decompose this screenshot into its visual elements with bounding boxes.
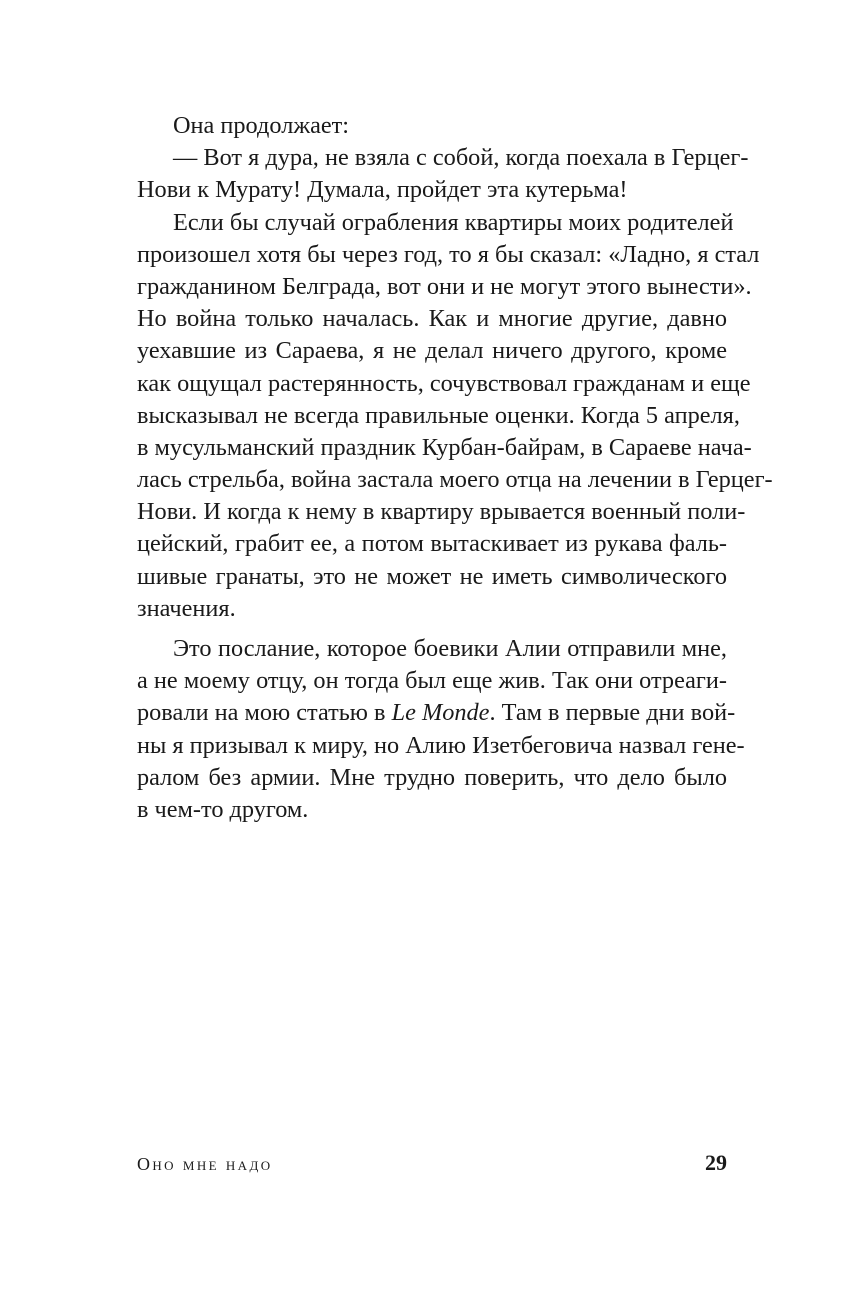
text-line: Нови к Мурату! Думала, пройдет эта кутерьма! <box>137 176 628 204</box>
page-number: 29 <box>705 1150 727 1175</box>
text-line: значения. <box>137 594 236 622</box>
text-line: шивые гранаты, это не может не иметь символического <box>137 562 727 590</box>
text-line: высказывал не всегда правильные оценки. Когда 5 апреля, <box>137 401 740 429</box>
text-line: Нови. И когда к нему в квартиру врывается военный поли- <box>137 498 746 526</box>
page-body <box>137 110 773 826</box>
text-line <box>137 697 736 729</box>
text-line: лась стрельба, война застала моего отца на лечении в Герцег- <box>137 466 773 494</box>
text-line: Она продолжает: <box>173 112 350 139</box>
text-line: гражданином Белграда, вот они и не могут этого вынести». <box>137 272 752 300</box>
text-line: в мусульманский праздник Курбан-байрам, в Сараеве нача- <box>137 433 752 461</box>
line-part: ровали на мою статью в <box>137 699 392 727</box>
text-line: а не моему отцу, он тогда был еще жив. Так они отреаги- <box>137 667 727 695</box>
text-line: Но война только началась. Как и многие другие, давно <box>137 305 727 333</box>
text-line: как ощущал растерянность, сочувствовал гражданам и еще <box>137 369 751 397</box>
running-head: Оно мне надо <box>137 1154 273 1174</box>
text-line: произошел хотя бы через год, то я бы сказал: «Ладно, я стал <box>137 240 760 268</box>
text-line: уехавшие из Сараева, я не делал ничего другого, кроме <box>137 337 727 365</box>
line-part: . Там в первые дни вой- <box>489 699 736 727</box>
text-line: Если бы случай ограбления квартиры моих родителей <box>173 208 734 236</box>
text-line: ралом без армии. Мне трудно поверить, что дело было <box>137 763 727 791</box>
page-footer <box>137 1150 727 1182</box>
text-line: в чем-то другом. <box>137 795 309 823</box>
text-line: цейский, грабит ее, а потом вытаскивает из рукава фаль- <box>137 530 727 558</box>
text-line: — Вот я дура, не взяла с собой, когда поехала в Герцег- <box>173 144 749 172</box>
italic-title: Le Monde <box>391 699 490 727</box>
text-line: Это послание, которое боевики Алии отправили мне, <box>173 635 727 662</box>
text-line: ны я призывал к миру, но Алию Изетбеговича назвал гене- <box>137 731 745 759</box>
